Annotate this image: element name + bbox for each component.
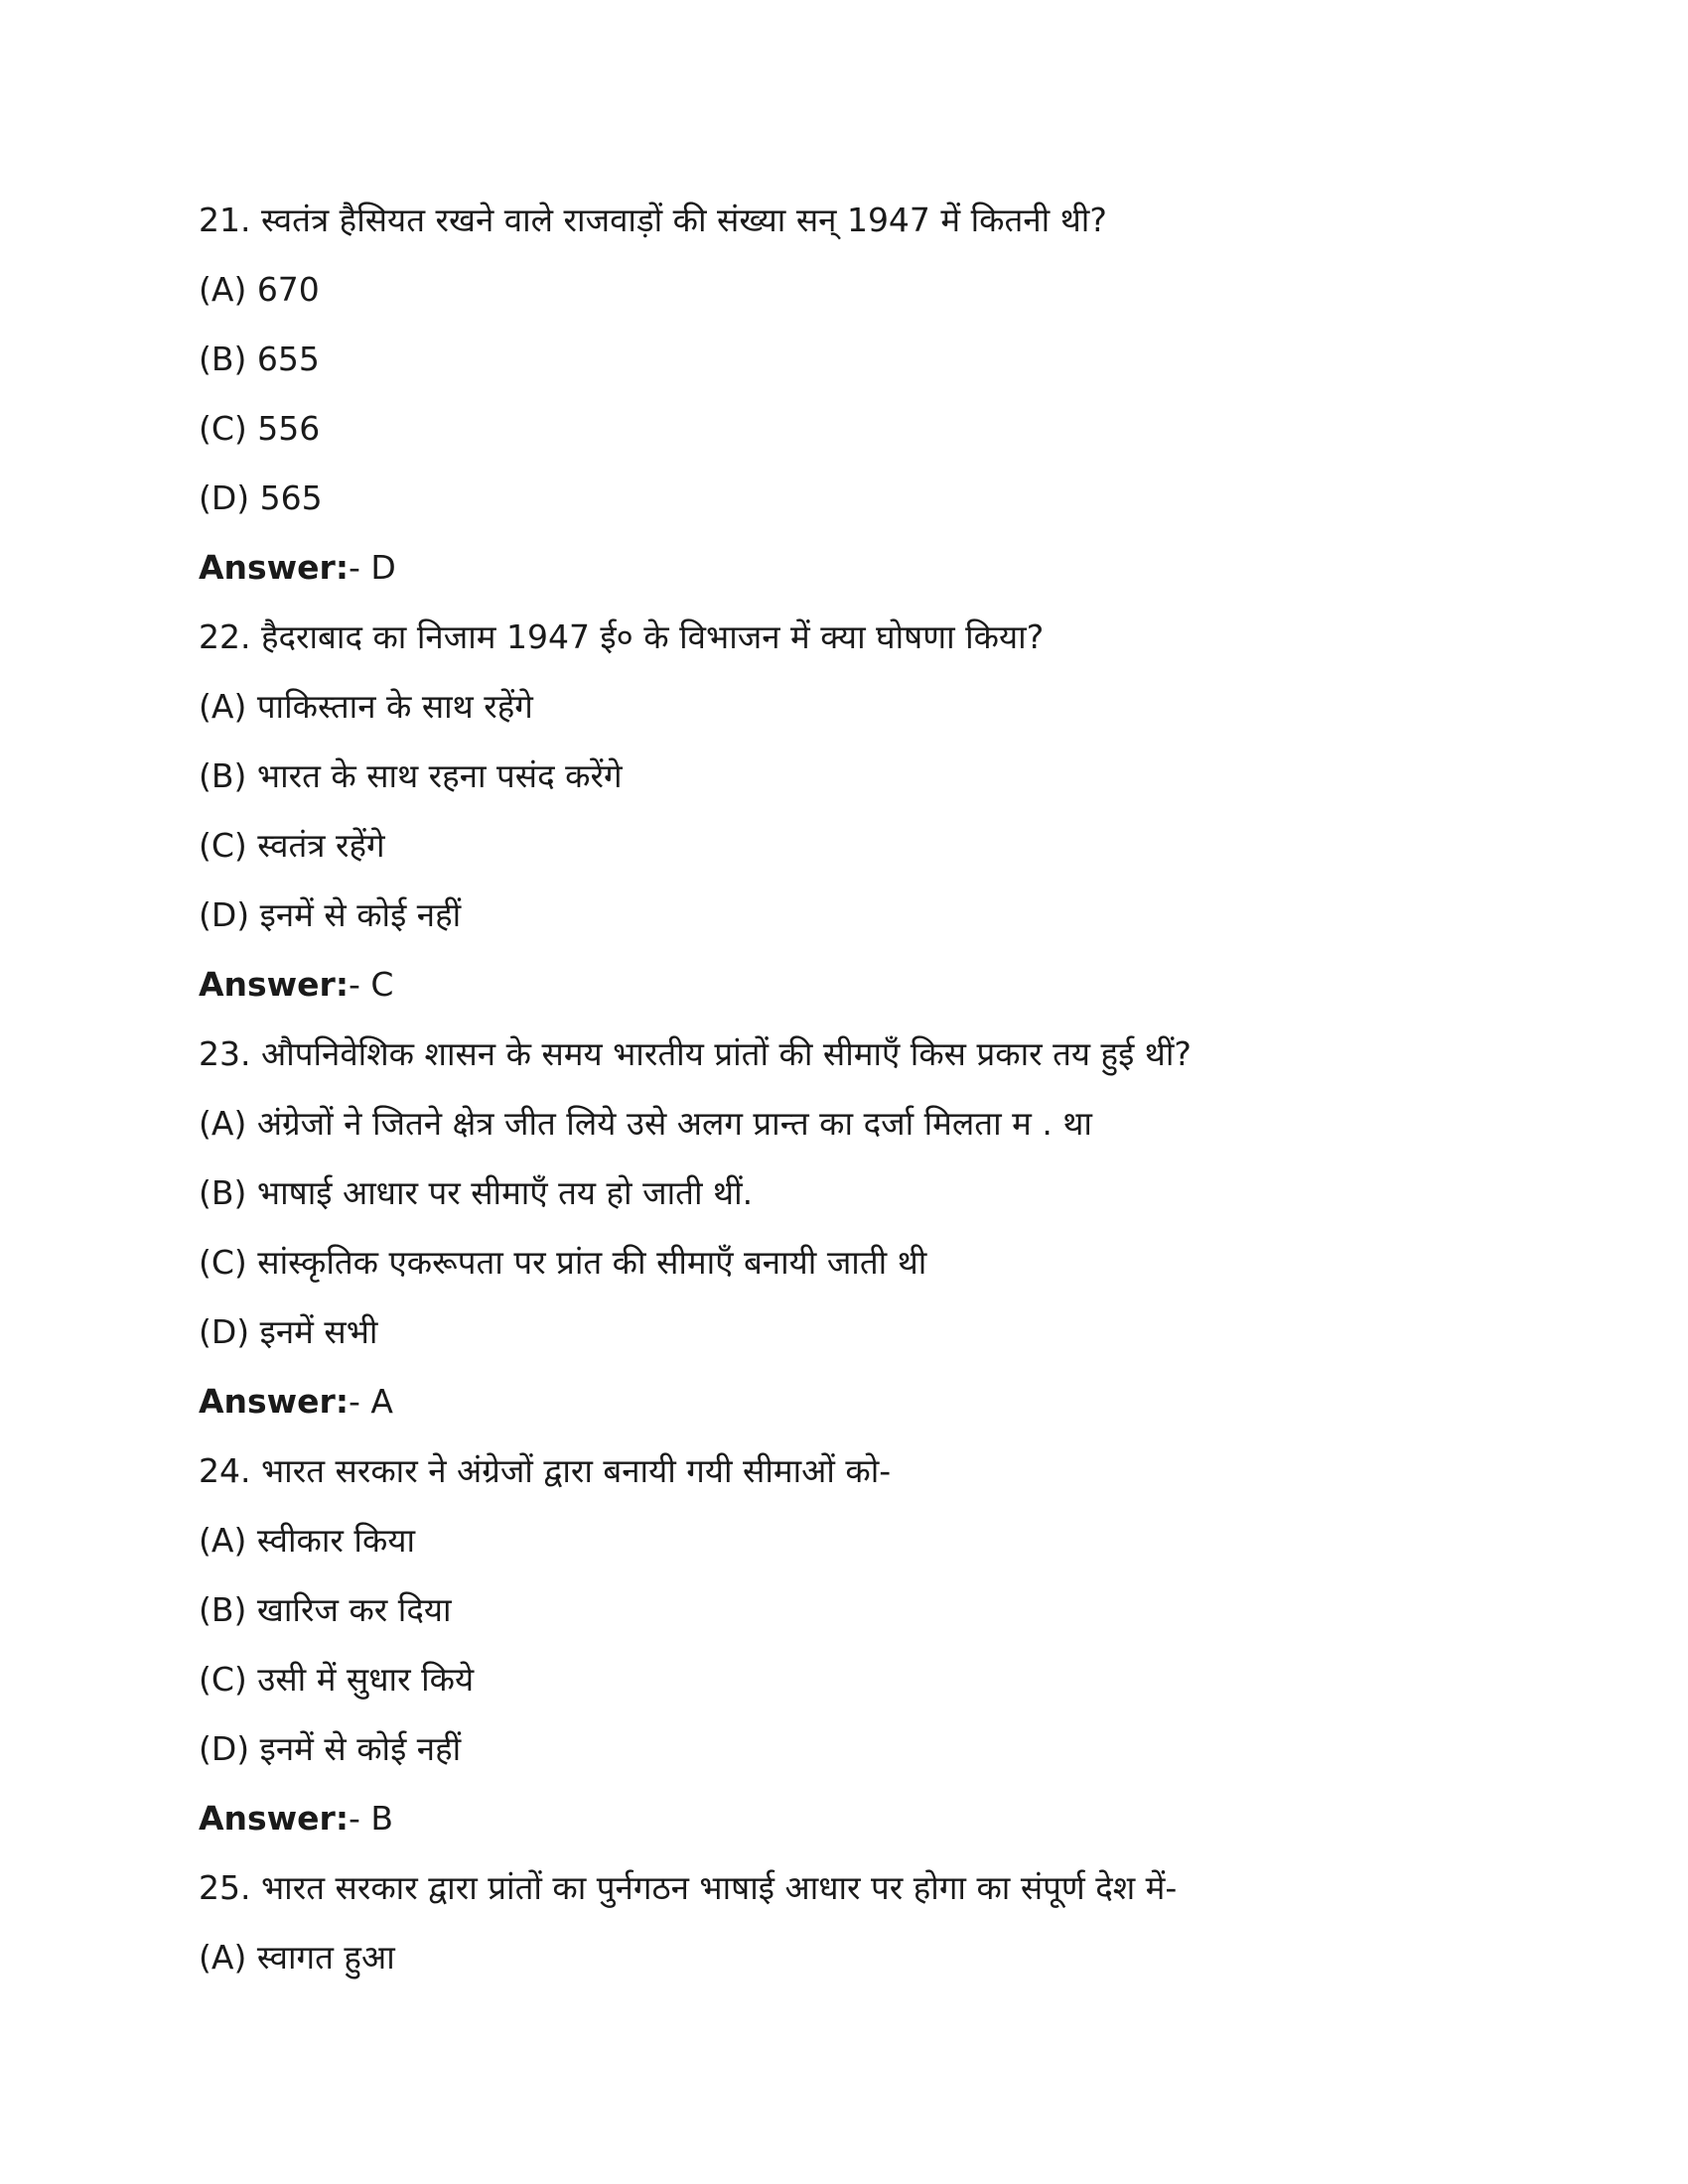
option-d: (D) इनमें से कोई नहीं (199, 895, 462, 934)
answer-label: Answer: (199, 965, 350, 1004)
question-block (199, 1447, 1589, 1864)
answer-label: Answer: (199, 548, 350, 587)
answer-value: D (370, 548, 396, 587)
answer-label: Answer: (199, 1799, 350, 1838)
answer-value: A (370, 1382, 393, 1421)
question-text: 23. औपनिवेशिक शासन के समय भारतीय प्रांतों की सीमाएँ किस प्रकार तय हुई थीं? (199, 1034, 1192, 1073)
answer-separator: - (349, 1799, 371, 1838)
answer-line (199, 1795, 1589, 1864)
answer-value: C (370, 965, 394, 1004)
option-a: (A) पाकिस्तान के साथ रहेंगे (199, 687, 533, 726)
question-block (199, 1030, 1589, 1447)
option-b: (B) भाषाई आधार पर सीमाएँ तय हो जाती थीं. (199, 1173, 754, 1212)
answer-value: B (370, 1799, 394, 1838)
answer-line (199, 1378, 1589, 1447)
option-b: (B) खारिज कर दिया (199, 1590, 452, 1629)
option-a: (A) स्वागत हुआ (199, 1938, 395, 1977)
option-b: (B) 655 (199, 340, 320, 378)
option-a: (A) 670 (199, 270, 320, 309)
option-a: (A) अंग्रेजों ने जितने क्षेत्र जीत लिये उसे अलग प्रान्त का दर्जा मिलता म . था (199, 1104, 1092, 1143)
answer-line (199, 544, 1589, 614)
option-d: (D) 565 (199, 478, 323, 517)
question-text: 25. भारत सरकार द्वारा प्रांतों का पुर्नगठन भाषाई आधार पर होगा का संपूर्ण देश में- (199, 1868, 1178, 1907)
question-block (199, 614, 1589, 1030)
answer-line (199, 961, 1589, 1030)
option-a: (A) स्वीकार किया (199, 1521, 416, 1560)
answer-separator: - (349, 1382, 371, 1421)
option-b: (B) भारत के साथ रहना पसंद करेंगे (199, 756, 623, 795)
answer-label: Answer: (199, 1382, 350, 1421)
answer-separator: - (349, 965, 371, 1004)
question-document (199, 197, 1589, 2003)
question-text: 22. हैदराबाद का निजाम 1947 ई० के विभाजन में क्या घोषणा किया? (199, 617, 1045, 656)
option-d: (D) इनमें से कोई नहीं (199, 1729, 462, 1768)
option-c: (C) सांस्कृतिक एकरूपता पर प्रांत की सीमाएँ बनायी जाती थी (199, 1243, 927, 1282)
question-block (199, 197, 1589, 614)
option-d: (D) इनमें सभी (199, 1312, 378, 1351)
option-c: (C) स्वतंत्र रहेंगे (199, 826, 385, 865)
answer-separator: - (349, 548, 371, 587)
option-c: (C) उसी में सुधार किये (199, 1660, 475, 1699)
question-text: 21. स्वतंत्र हैसियत रखने वाले राजवाड़ों की संख्या सन् 1947 में कितनी थी? (199, 201, 1107, 239)
question-text: 24. भारत सरकार ने अंग्रेजों द्वारा बनायी गयी सीमाओं को- (199, 1451, 892, 1490)
option-c: (C) 556 (199, 409, 321, 448)
question-block (199, 1864, 1589, 2003)
